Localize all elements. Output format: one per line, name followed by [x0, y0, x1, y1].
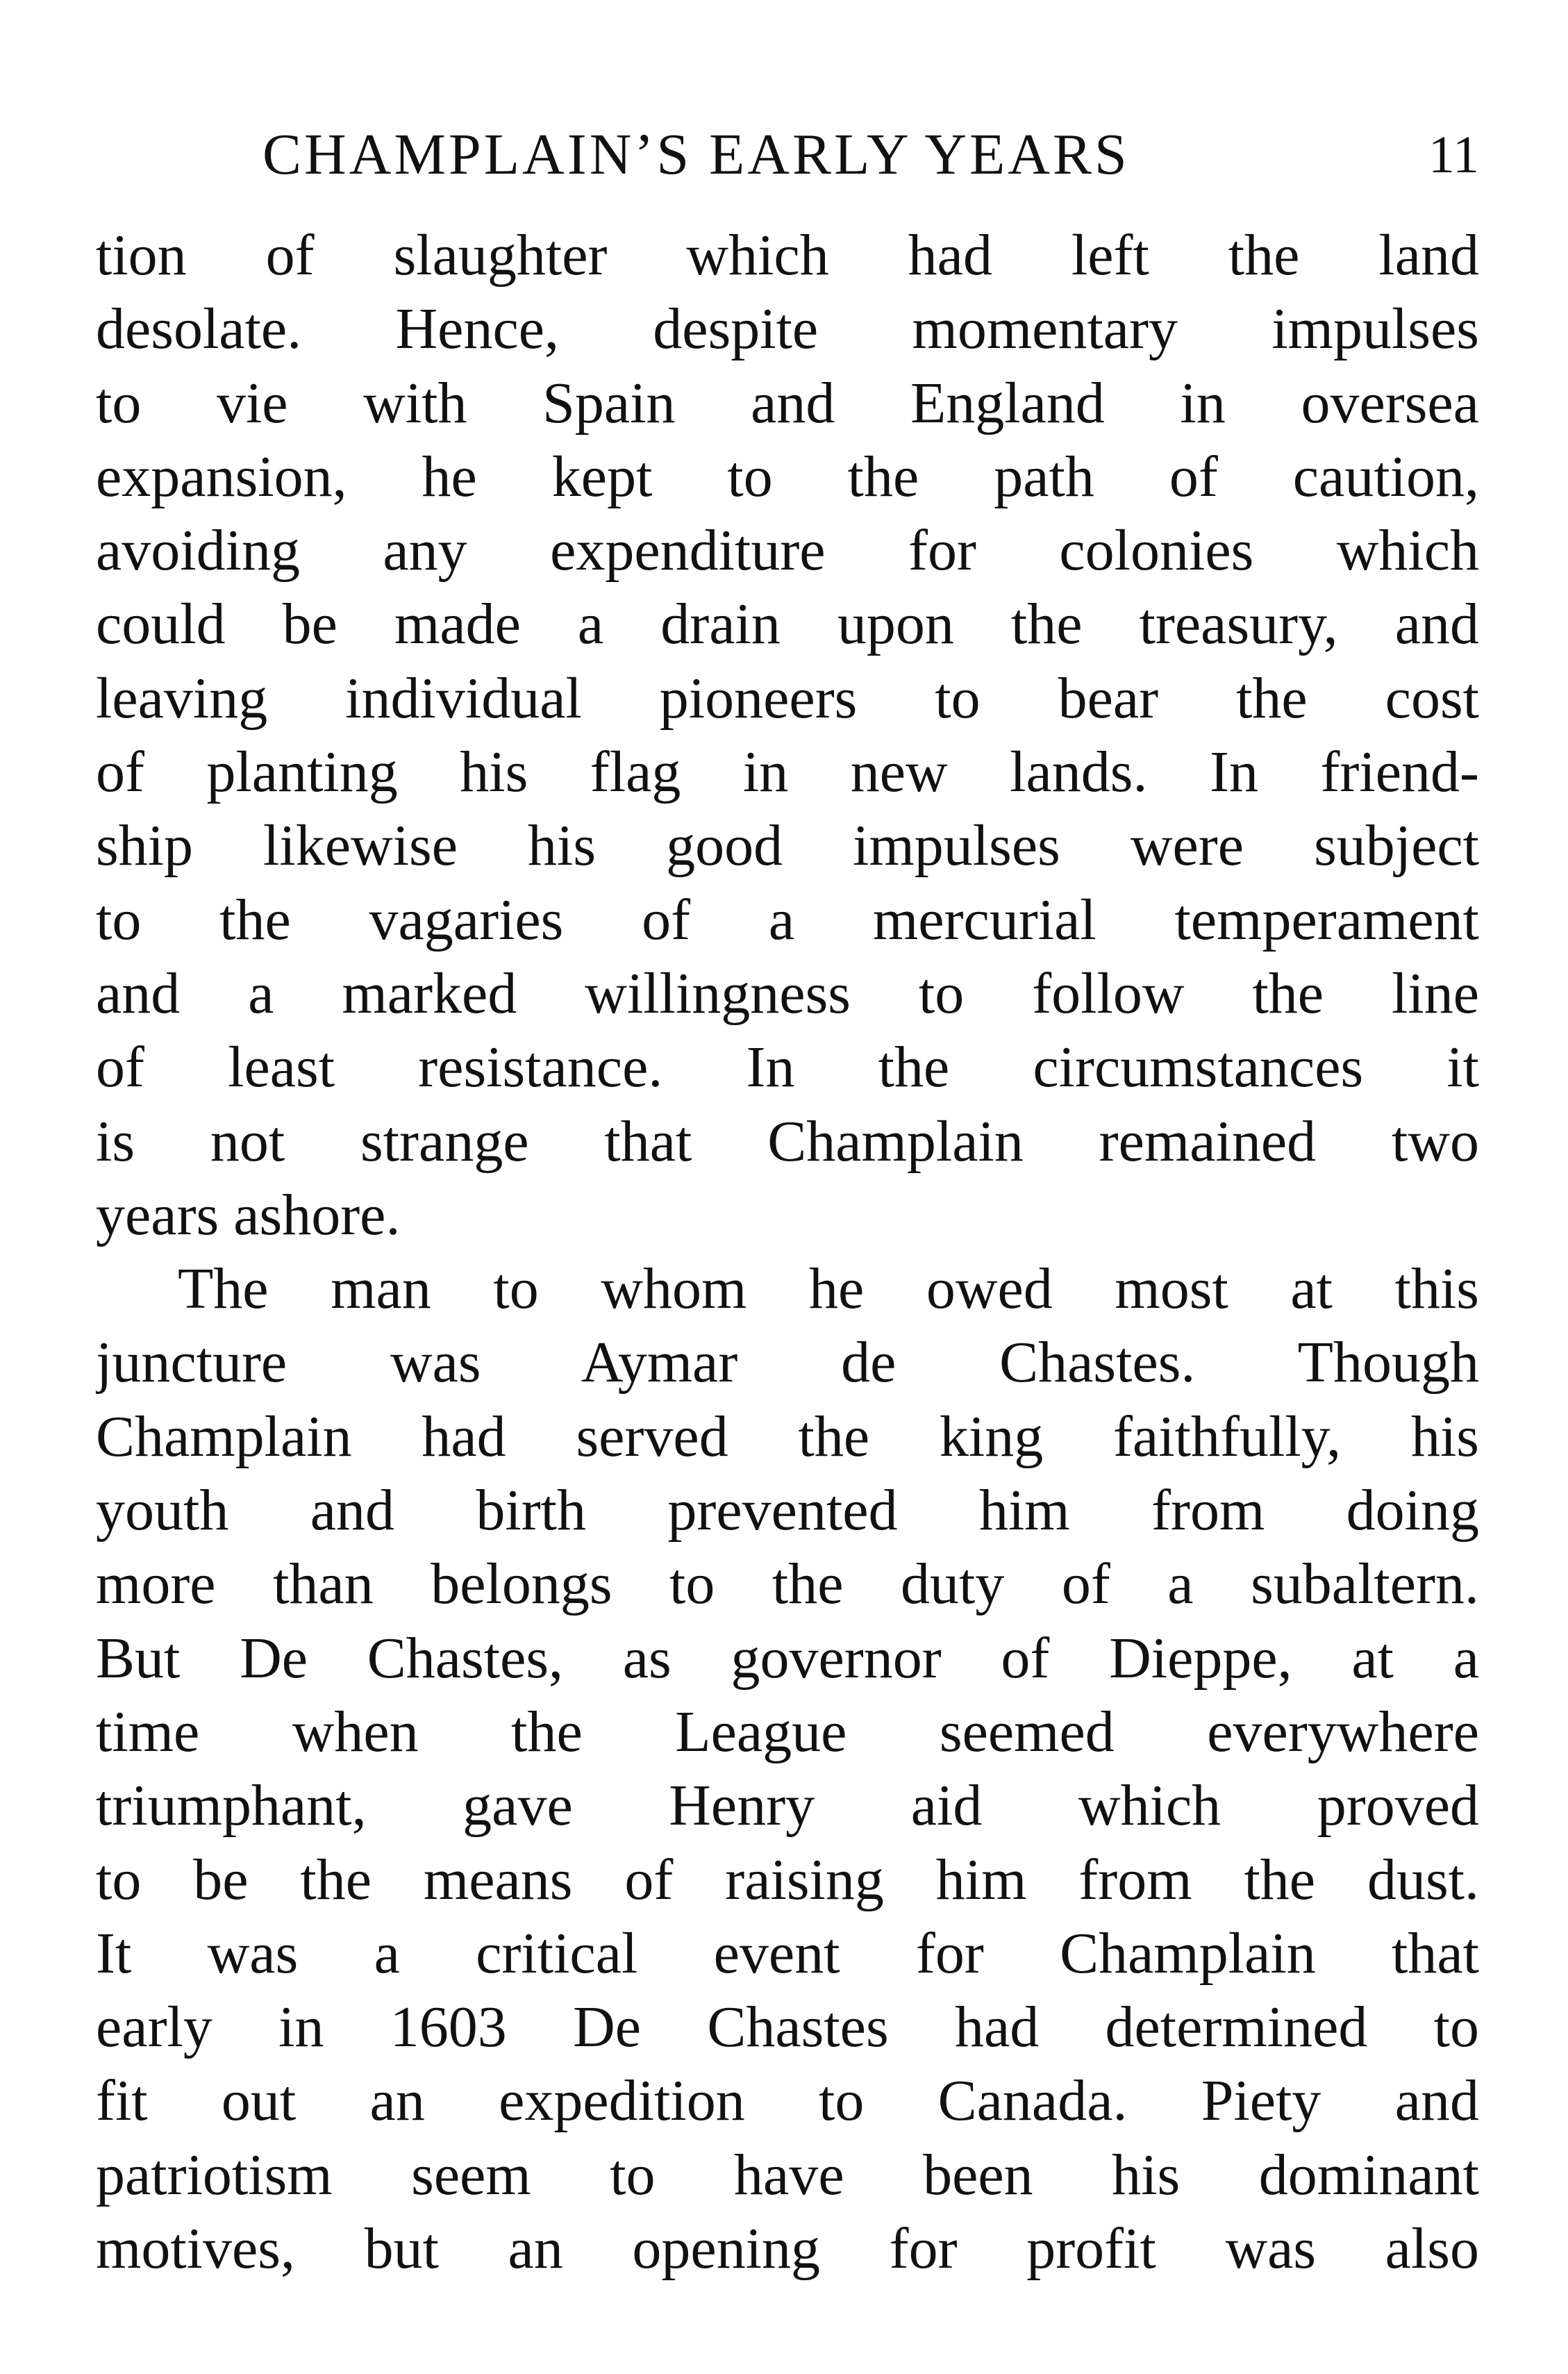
text-line: could be made a drain upon the treasury, and — [96, 592, 1479, 657]
text-line: time when the League seemed everywhere — [96, 1699, 1479, 1764]
text-line: youth and birth prevented him from doing — [96, 1478, 1479, 1543]
running-title: CHAMPLAIN’S EARLY YEARS — [262, 122, 1130, 187]
text-line: to vie with Spain and England in oversea — [96, 370, 1479, 435]
text-line: ship likewise his good impulses were subject — [96, 813, 1479, 879]
text-line: triumphant, gave Henry aid which proved — [96, 1773, 1479, 1838]
text-line: desolate. Hence, despite momentary impulses — [96, 297, 1479, 362]
text-line: years ashore. — [96, 1182, 401, 1247]
text-line: patriotism seem to have been his dominant — [96, 2142, 1479, 2207]
text-line: motives, but an opening for profit was also — [96, 2216, 1479, 2282]
text-line: of least resistance. In the circumstances it — [96, 1035, 1479, 1100]
text-line: expansion, he kept to the path of caution, — [96, 444, 1479, 509]
text-line: tion of slaughter which had left the land — [96, 223, 1479, 288]
text-line: more than belongs to the duty of a subaltern. — [96, 1552, 1479, 1617]
page-number: 11 — [1428, 126, 1479, 184]
text-line: to the vagaries of a mercurial temperament — [96, 887, 1479, 952]
text-line: avoiding any expenditure for colonies which — [96, 518, 1479, 583]
text-line: juncture was Aymar de Chastes. Though — [96, 1330, 1479, 1395]
text-line: early in 1603 De Chastes had determined to — [96, 1995, 1479, 2060]
text-line: and a marked willingness to follow the line — [96, 961, 1479, 1026]
text-line: fit out an expedition to Canada. Piety and — [96, 2068, 1479, 2134]
text-line: is not strange that Champlain remained two — [96, 1109, 1479, 1174]
running-head — [96, 117, 1479, 193]
body-text — [96, 219, 1479, 2286]
text-line: leaving individual pioneers to bear the cost — [96, 665, 1479, 731]
text-line: But De Chastes, as governor of Dieppe, at a — [96, 1625, 1479, 1691]
text-line: The man to whom he owed most at this — [178, 1256, 1479, 1322]
paragraph-2 — [96, 1252, 1479, 2286]
paragraph-1 — [96, 219, 1479, 1252]
text-line: It was a critical event for Champlain that — [96, 1920, 1479, 1986]
text-line: to be the means of raising him from the dust. — [96, 1847, 1479, 1912]
text-line: of planting his flag in new lands. In friend- — [96, 740, 1479, 805]
text-line: Champlain had served the king faithfully, his — [96, 1404, 1479, 1469]
